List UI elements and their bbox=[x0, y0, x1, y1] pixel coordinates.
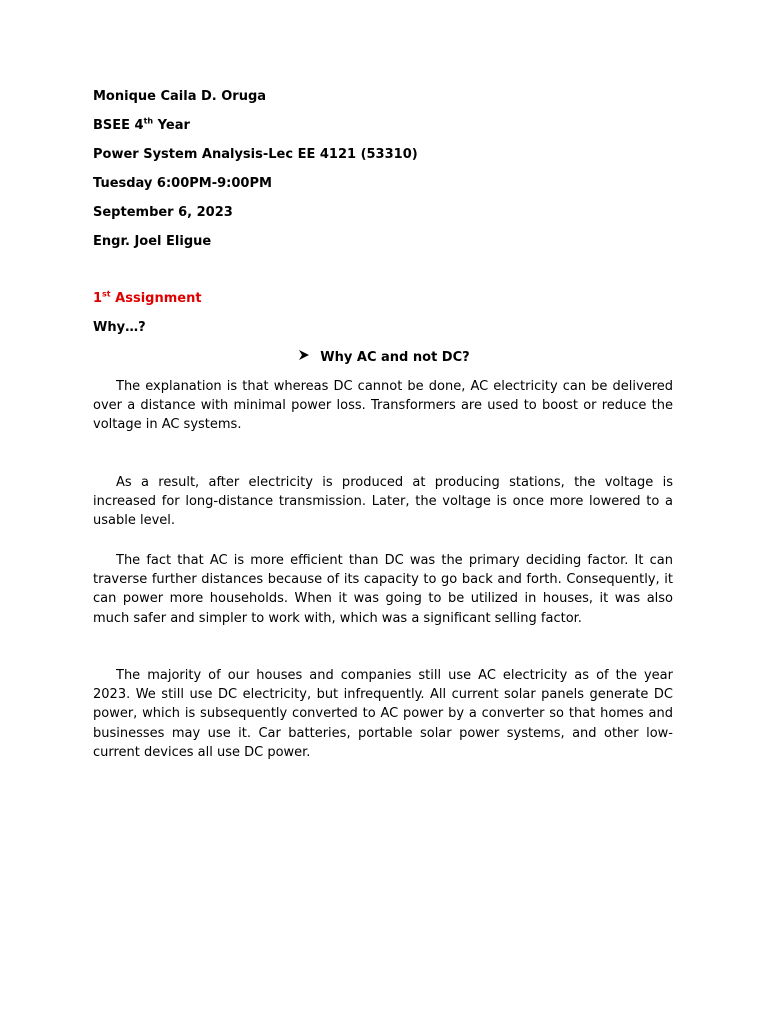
class-schedule: Tuesday 6:00PM-9:00PM bbox=[93, 176, 272, 191]
year-level bbox=[93, 118, 190, 134]
paragraph-2: As a result, after electricity is produced at producing stations, the voltage is increased for long-distance transmission. Later, the voltage is once more lowered to a usable level. bbox=[93, 475, 673, 529]
assignment-number: 1 bbox=[93, 291, 103, 306]
assignment-title bbox=[93, 291, 202, 307]
section-heading bbox=[0, 349, 768, 366]
course-title: Power System Analysis-Lec EE 4121 (53310) bbox=[93, 147, 418, 162]
paragraph-3: The fact that AC is more efficient than DC was the primary deciding factor. It can traverse further distances because of its capacity to go back and forth. Consequently, it can power more households. When it was going to be utilized in houses, it was also much safer and simpler to work with, which was a significant selling factor. bbox=[93, 553, 673, 626]
arrow-bullet-icon bbox=[298, 349, 310, 365]
submission-date: September 6, 2023 bbox=[93, 205, 233, 220]
student-name: Monique Caila D. Oruga bbox=[93, 89, 267, 104]
assignment-superscript: st bbox=[102, 289, 111, 299]
assignment-label: Assignment bbox=[110, 291, 202, 306]
paragraph-4: The majority of our houses and companies still use AC electricity as of the year 2023. We still use DC electricity, but infrequently. All current solar panels generate DC power, which is subsequently converted to AC power by a converter so that homes and businesses may use it. Car batteries, portable solar power systems, and other low-current devices all use DC power. bbox=[93, 668, 673, 760]
instructor-name: Engr. Joel Eligue bbox=[93, 234, 212, 249]
year-superscript: th bbox=[143, 116, 154, 126]
paragraph-1: The explanation is that whereas DC cannot be done, AC electricity can be delivered over a distance with minimal power loss. Transformers are used to boost or reduce the voltage in AC systems. bbox=[93, 379, 673, 433]
section-heading-text: Why AC and not DC? bbox=[320, 350, 470, 365]
year-suffix: Year bbox=[153, 118, 190, 133]
year-prefix: BSEE 4 bbox=[93, 118, 144, 133]
question-label: Why…? bbox=[93, 320, 146, 335]
